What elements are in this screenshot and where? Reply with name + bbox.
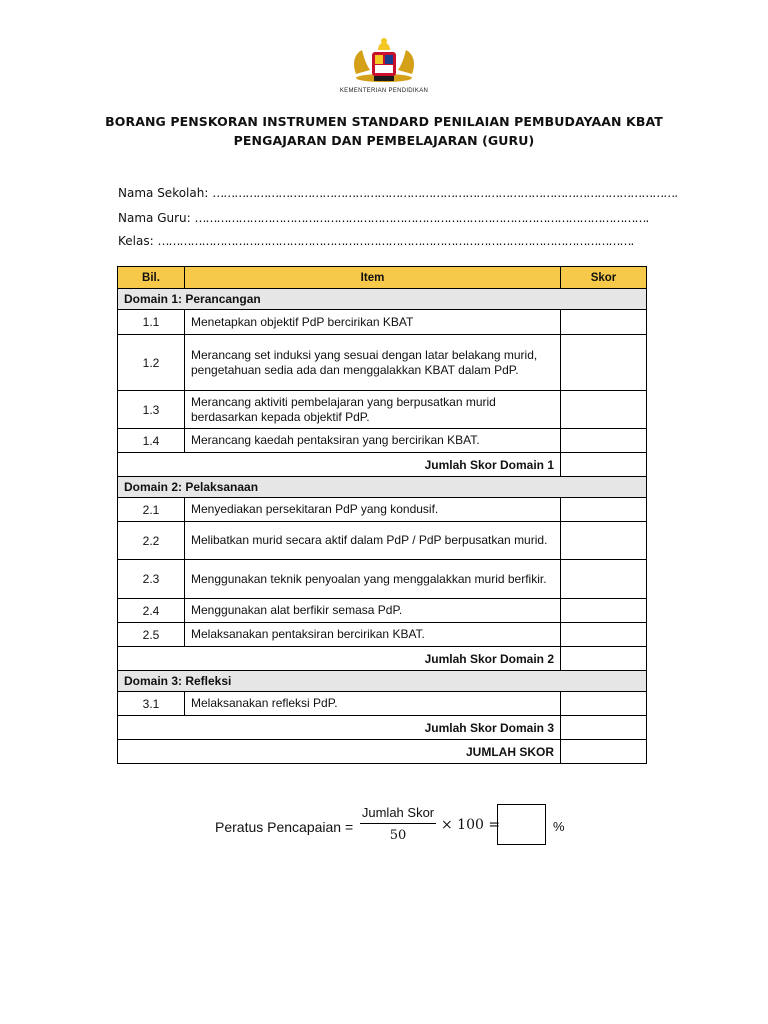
score-cell[interactable] [561, 429, 647, 453]
item-text: Menggunakan alat berfikir semasa PdP. [185, 599, 561, 623]
title-line-1: BORANG PENSKORAN INSTRUMEN STANDARD PENILAIAN PEMBUDAYAAN KBAT [105, 114, 663, 129]
domain-3-title: Domain 3: Refleksi [118, 671, 647, 692]
grand-total-label: JUMLAH SKOR [118, 740, 561, 764]
item-number: 1.2 [118, 335, 185, 391]
fraction-bar [360, 823, 436, 824]
table-row [118, 623, 647, 647]
class-blank[interactable]: …………………………………………………………………………………………………………………. [157, 234, 634, 248]
score-cell[interactable] [561, 560, 647, 599]
table-row [118, 560, 647, 599]
domain-1-row [118, 289, 647, 310]
percent-sign: % [553, 819, 565, 834]
score-cell[interactable] [561, 335, 647, 391]
page-title [60, 112, 708, 150]
domain-3-total-row [118, 716, 647, 740]
score-cell[interactable] [561, 310, 647, 335]
school-name-field[interactable] [118, 186, 677, 200]
item-text: Menggunakan teknik penyoalan yang menggalakkan murid berfikir. [185, 560, 561, 599]
domain-2-title: Domain 2: Pelaksanaan [118, 477, 647, 498]
header-bil: Bil. [118, 267, 185, 289]
table-row [118, 310, 647, 335]
teacher-name-label: Nama Guru: [118, 211, 191, 225]
score-cell[interactable] [561, 498, 647, 522]
school-name-label: Nama Sekolah: [118, 186, 209, 200]
grand-total-row [118, 740, 647, 764]
item-number: 1.3 [118, 391, 185, 429]
teacher-name-field[interactable] [118, 211, 648, 225]
domain-1-title: Domain 1: Perancangan [118, 289, 647, 310]
header-skor: Skor [561, 267, 647, 289]
domain-2-total-score[interactable] [561, 647, 647, 671]
school-name-blank[interactable]: ………………………………………………………………………………………………………………. [212, 186, 678, 200]
title-line-2: PENGAJARAN DAN PEMBELAJARAN (GURU) [233, 133, 535, 148]
item-text: Menetapkan objektif PdP bercirikan KBAT [185, 310, 561, 335]
item-number: 1.1 [118, 310, 185, 335]
domain-3-total-label: Jumlah Skor Domain 3 [118, 716, 561, 740]
item-text: Merancang aktiviti pembelajaran yang berpusatkan murid berdasarkan kepada objektif PdP. [185, 391, 561, 429]
item-text: Melaksanakan pentaksiran bercirikan KBAT. [185, 623, 561, 647]
item-number: 1.4 [118, 429, 185, 453]
table-row [118, 522, 647, 560]
score-cell[interactable] [561, 623, 647, 647]
score-table [117, 266, 647, 764]
item-number: 2.2 [118, 522, 185, 560]
table-row [118, 599, 647, 623]
score-cell[interactable] [561, 522, 647, 560]
formula-multiplier: × 100 = [441, 817, 501, 833]
table-row [118, 335, 647, 391]
domain-2-row [118, 477, 647, 498]
item-text: Melaksanakan refleksi PdP. [185, 692, 561, 716]
score-cell[interactable] [561, 692, 647, 716]
formula-numerator: Jumlah Skor [361, 805, 435, 820]
score-cell[interactable] [561, 599, 647, 623]
formula-denominator: 50 [389, 828, 407, 843]
domain-1-total-label: Jumlah Skor Domain 1 [118, 453, 561, 477]
item-text: Merancang set induksi yang sesuai dengan latar belakang murid, pengetahuan sedia ada dan menggalakkan KBAT dalam PdP. [185, 335, 561, 391]
ministry-label: KEMENTERIAN PENDIDIKAN [339, 88, 429, 94]
header-item: Item [185, 267, 561, 289]
domain-2-total-label: Jumlah Skor Domain 2 [118, 647, 561, 671]
domain-1-total-row [118, 453, 647, 477]
class-field[interactable] [118, 234, 633, 248]
item-number: 3.1 [118, 692, 185, 716]
teacher-name-blank[interactable]: ……………………………………………………………………………………………………………. [194, 211, 649, 225]
item-text: Merancang kaedah pentaksiran yang bercirikan KBAT. [185, 429, 561, 453]
malaysia-coat-of-arms-logo [342, 34, 426, 86]
item-text: Melibatkan murid secara aktif dalam PdP / PdP berpusatkan murid. [185, 522, 561, 560]
formula-label: Peratus Pencapaian = [215, 819, 354, 835]
item-number: 2.1 [118, 498, 185, 522]
item-text: Menyediakan persekitaran PdP yang kondusif. [185, 498, 561, 522]
table-header-row [118, 267, 647, 289]
domain-1-total-score[interactable] [561, 453, 647, 477]
item-number: 2.4 [118, 599, 185, 623]
domain-3-total-score[interactable] [561, 716, 647, 740]
percentage-answer-box[interactable] [497, 804, 546, 845]
grand-total-score[interactable] [561, 740, 647, 764]
table-row [118, 391, 647, 429]
score-cell[interactable] [561, 391, 647, 429]
item-number: 2.3 [118, 560, 185, 599]
class-label: Kelas: [118, 234, 154, 248]
table-row [118, 692, 647, 716]
domain-3-row [118, 671, 647, 692]
table-row [118, 429, 647, 453]
percentage-formula [215, 800, 595, 850]
domain-2-total-row [118, 647, 647, 671]
item-number: 2.5 [118, 623, 185, 647]
table-row [118, 498, 647, 522]
